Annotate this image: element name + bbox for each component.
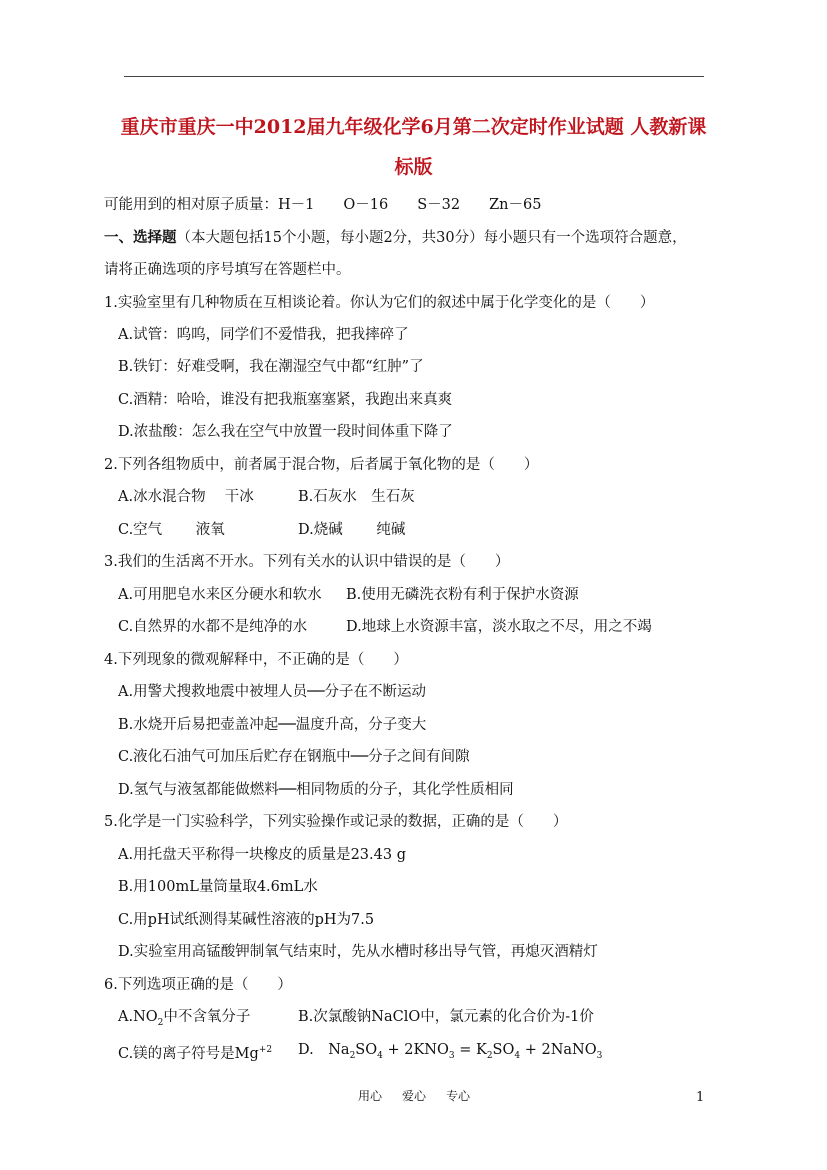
header-rule bbox=[124, 76, 704, 77]
question-2-stem: 2.下列各组物质中，前者属于混合物，后者属于氧化物的是（ ） bbox=[104, 457, 539, 473]
subscript: 4 bbox=[377, 1050, 383, 1061]
question-6-option-c bbox=[118, 1040, 272, 1064]
formula-part: + 2NaNO bbox=[520, 1042, 597, 1058]
question-3-option-a: A.可用肥皂水来区分硬水和软水 bbox=[118, 587, 322, 603]
question-5-option-a: A.用托盘天平称得一块橡皮的质量是23.43 g bbox=[118, 847, 406, 863]
subscript: 2 bbox=[157, 1017, 164, 1028]
question-2-option-d: D.烧碱 纯碱 bbox=[298, 522, 406, 538]
section-intro-text: （本大题包括15个小题，每小题2分，共30分）每小题只有一个选项符合题意， bbox=[176, 230, 687, 246]
section-intro bbox=[104, 228, 687, 248]
question-4-option-d: D.氢气与液氢都能做燃料──相同物质的分子，其化学性质相同 bbox=[118, 782, 514, 798]
question-3-option-c: C.自然界的水都不是纯净的水 bbox=[118, 619, 308, 635]
question-2-option-c: C.空气 液氧 bbox=[118, 522, 225, 538]
footer-motto-3: 专心 bbox=[446, 1089, 471, 1103]
question-2-option-a: A.冰水混合物 干冰 bbox=[118, 489, 254, 505]
page-title: 重庆市重庆一中2012届九年级化学6月第二次定时作业试题 人教新课 bbox=[120, 116, 707, 138]
question-1-option-b: B.铁钉：好难受啊，我在潮湿空气中都“红肿”了 bbox=[118, 359, 424, 375]
question-6-option-a-rest: 中不含氧分子 bbox=[163, 1009, 251, 1025]
question-6-option-a-text: A.NO bbox=[118, 1009, 158, 1025]
question-3-stem: 3.我们的生活离不开水。下列有关水的认识中错误的是（ ） bbox=[104, 554, 510, 570]
page-title-continued: 标版 bbox=[394, 156, 433, 178]
question-6-option-c-text: C.镁的离子符号是Mg bbox=[118, 1045, 259, 1062]
subscript: 3 bbox=[448, 1050, 455, 1061]
section-heading: 一、选择题 bbox=[104, 229, 177, 246]
subscript: 2 bbox=[486, 1050, 493, 1061]
question-4-option-c: C.液化石油气可加压后贮存在钢瓶中──分子之间有间隙 bbox=[118, 749, 470, 765]
page-number: 1 bbox=[696, 1090, 705, 1105]
question-2-option-b: B.石灰水 生石灰 bbox=[298, 489, 415, 505]
subscript: 4 bbox=[514, 1050, 521, 1061]
superscript: +2 bbox=[258, 1045, 273, 1055]
subscript: 2 bbox=[349, 1050, 356, 1061]
atomic-mass-line: 可能用到的相对原子质量：H－1 O－16 S－32 Zn－65 bbox=[104, 197, 542, 213]
subscript: 3 bbox=[596, 1050, 603, 1061]
formula-part: = K bbox=[454, 1042, 487, 1058]
question-1-stem: 1.实验室里有几种物质在互相谈论着。你认为它们的叙述中属于化学变化的是（ ） bbox=[104, 295, 655, 311]
question-5-option-b: B.用100mL量筒量取4.6mL水 bbox=[118, 879, 318, 895]
question-6-stem: 6.下列选项正确的是（ ） bbox=[104, 977, 292, 993]
question-6-option-a bbox=[118, 1007, 250, 1033]
formula-part: SO bbox=[355, 1042, 378, 1058]
question-5-stem: 5.化学是一门实验科学，下列实验操作或记录的数据，正确的是（ ） bbox=[104, 814, 568, 830]
footer-motto-1: 用心 bbox=[358, 1089, 383, 1103]
question-4-option-a: A.用警犬搜救地震中被埋人员──分子在不断运动 bbox=[118, 684, 427, 700]
question-5-option-d: D.实验室用高锰酸钾制氧气结束时，先从水槽时移出导气管，再熄灭酒精灯 bbox=[118, 944, 598, 960]
question-6-option-d bbox=[298, 1040, 602, 1066]
formula-part: D. Na bbox=[298, 1042, 350, 1058]
question-1-option-d: D.浓盐酸：怎么我在空气中放置一段时间体重下降了 bbox=[118, 424, 453, 440]
question-3-option-d: D.地球上水资源丰富，淡水取之不尽，用之不竭 bbox=[346, 619, 652, 635]
footer-motto-2: 爱心 bbox=[402, 1089, 427, 1103]
formula-part: + 2KNO bbox=[382, 1042, 449, 1058]
question-1-option-a: A.试管：呜呜，同学们不爱惜我，把我摔碎了 bbox=[118, 327, 409, 343]
section-intro-line2: 请将正确选项的序号填写在答题栏中。 bbox=[104, 262, 351, 278]
question-5-option-c: C.用pH试纸测得某碱性溶液的pH为7.5 bbox=[118, 912, 375, 928]
question-6-option-b: B.次氯酸钠NaClO中，氯元素的化合价为-1价 bbox=[298, 1009, 594, 1025]
question-4-option-b: B.水烧开后易把壶盖冲起──温度升高，分子变大 bbox=[118, 717, 427, 733]
question-4-stem: 4.下列现象的微观解释中，不正确的是（ ） bbox=[104, 652, 408, 668]
formula-part: SO bbox=[492, 1042, 515, 1058]
question-1-option-c: C.酒精：哈哈，谁没有把我瓶塞塞紧，我跑出来真爽 bbox=[118, 392, 453, 408]
question-3-option-b: B.使用无磷洗衣粉有利于保护水资源 bbox=[346, 587, 579, 603]
